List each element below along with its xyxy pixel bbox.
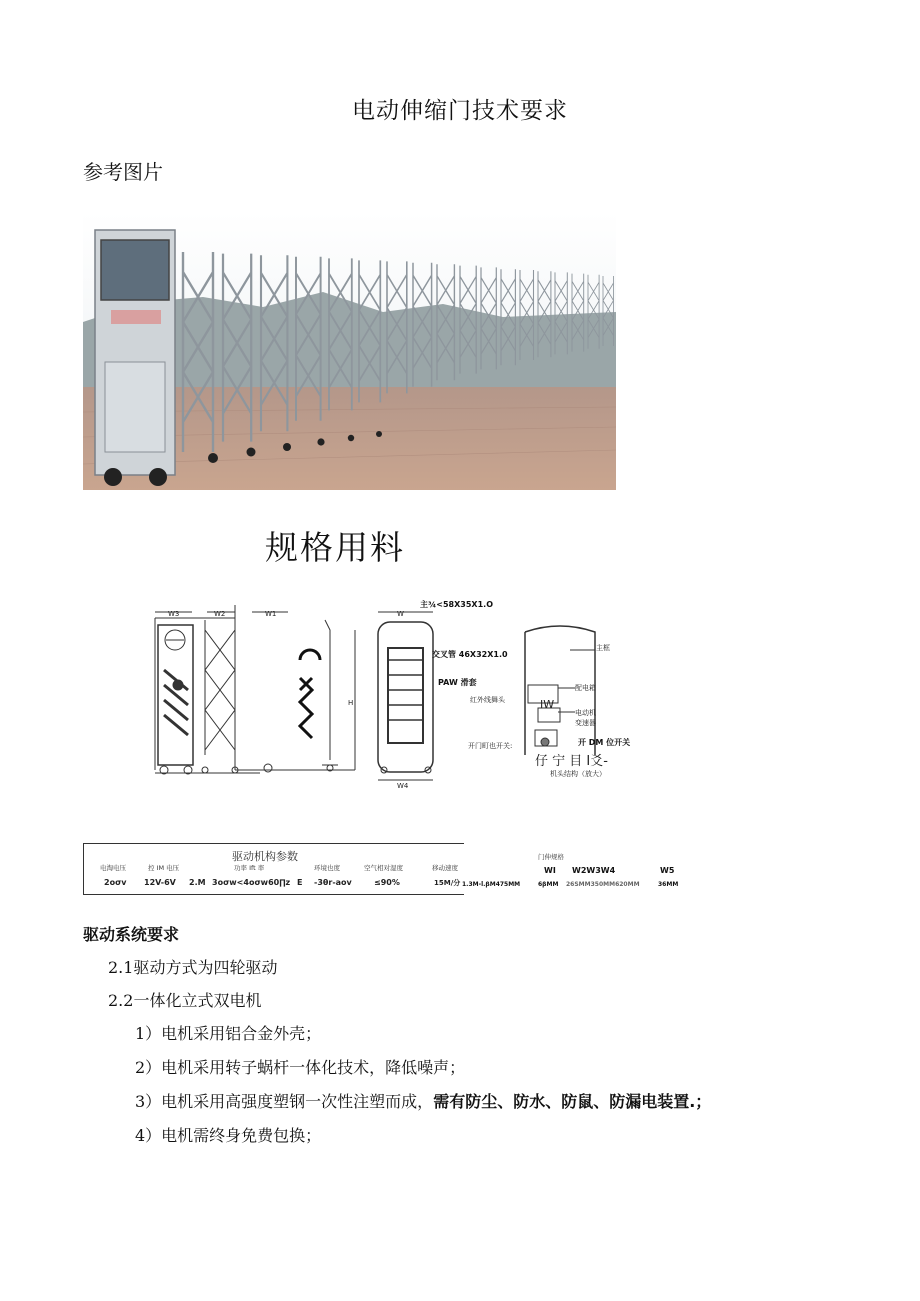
sub-item-4: 4）电机需终身免费包换； <box>135 1126 322 1145</box>
gate-structure-diagram <box>150 590 640 840</box>
dim-w4: W4 <box>397 782 409 790</box>
label-infrared: 红外线舞头 <box>470 696 505 704</box>
param-value: -3θr-aov <box>314 878 352 887</box>
param-header: 空气相对湿度 <box>364 864 403 872</box>
label-peidian: 配电箱 <box>575 684 596 692</box>
param-value: 3oσw<4oσw60∏z <box>212 878 291 887</box>
dim-w3: W3 <box>168 610 180 618</box>
label-open-limit: 开门町也开关: <box>468 742 513 750</box>
param-value: 15M/分 <box>434 879 461 887</box>
page-title: 电动伸缩门技术要求 <box>352 98 568 124</box>
param-header: 移动速度 <box>432 864 458 872</box>
param-header: 环境也度 <box>314 864 340 872</box>
gate-spec-value: 1.3M-l.βM475MM <box>462 881 521 888</box>
param-header: 功率 Ift 率 <box>234 864 265 872</box>
gate-spec-value: 26SMM350MM620MM <box>566 881 640 888</box>
param-value: E <box>297 878 303 887</box>
gate-spec-table <box>460 850 690 895</box>
section-heading: 驱动系统要求 <box>83 925 180 944</box>
gate-spec-header: W5 <box>660 866 675 875</box>
gate-spec-header: WI <box>544 866 556 875</box>
sub-item-3-emphasis: 需有防尘、防水、防鼠、防漏电装置.； <box>433 1092 712 1111</box>
param-value: 12V-6V <box>144 878 176 887</box>
label-main-frame: 主¾<58X35X1.O <box>420 600 493 609</box>
gate-spec-caption: 门伸规格 <box>538 853 564 861</box>
head-structure-caption: 机头结构（放大） <box>550 770 606 778</box>
dim-w: W <box>397 610 404 618</box>
params-caption: 驱动机构参数 <box>232 850 298 863</box>
label-cross-tube: 交叉管 46X32X1.0 <box>432 650 508 659</box>
dim-h: H <box>348 699 354 707</box>
param-value: 2.M <box>189 878 206 887</box>
item-2-2: 2.2一体化立式双电机 <box>108 991 262 1010</box>
sub-item-3 <box>135 1089 711 1112</box>
label-garbled: 仔 宁 目 I爻- <box>535 754 608 769</box>
gate-spec-value: 6βMM <box>538 881 559 888</box>
sub-item-1: 1）电机采用铝合金外壳； <box>135 1024 322 1043</box>
label-motor: 电动机 <box>575 709 596 717</box>
item-2-1: 2.1驱动方式为四轮驱动 <box>108 958 278 977</box>
param-value: 2oσv <box>104 878 127 887</box>
spec-heading: 规格用料 <box>265 528 405 567</box>
param-header: 电淘电压 <box>100 864 126 872</box>
label-reducer: 变速器 <box>575 719 596 727</box>
param-value: ≤90% <box>374 878 400 887</box>
label-iw: IW <box>540 698 555 711</box>
drive-params-table <box>83 843 464 895</box>
gate-photo <box>83 212 616 490</box>
sub-item-2: 2）电机采用转子蜗杆一体化技术，降低噪声； <box>135 1058 466 1077</box>
label-zhuge: 主框 <box>596 644 610 652</box>
gate-spec-header: W2W3W4 <box>572 866 616 875</box>
label-paw: PAW 滑套 <box>438 678 477 687</box>
gate-spec-value: 36MM <box>658 881 679 888</box>
sub-item-3-text: 3）电机采用高强度塑钢一次性注塑而成， <box>135 1092 434 1111</box>
label-open-dm: 开 DM 位开关 <box>578 738 631 747</box>
dim-w2: W2 <box>214 610 226 618</box>
param-header: 控 IM 电压 <box>148 864 180 872</box>
dim-w1: W1 <box>265 610 277 618</box>
reference-label: 参考图片 <box>83 160 163 184</box>
